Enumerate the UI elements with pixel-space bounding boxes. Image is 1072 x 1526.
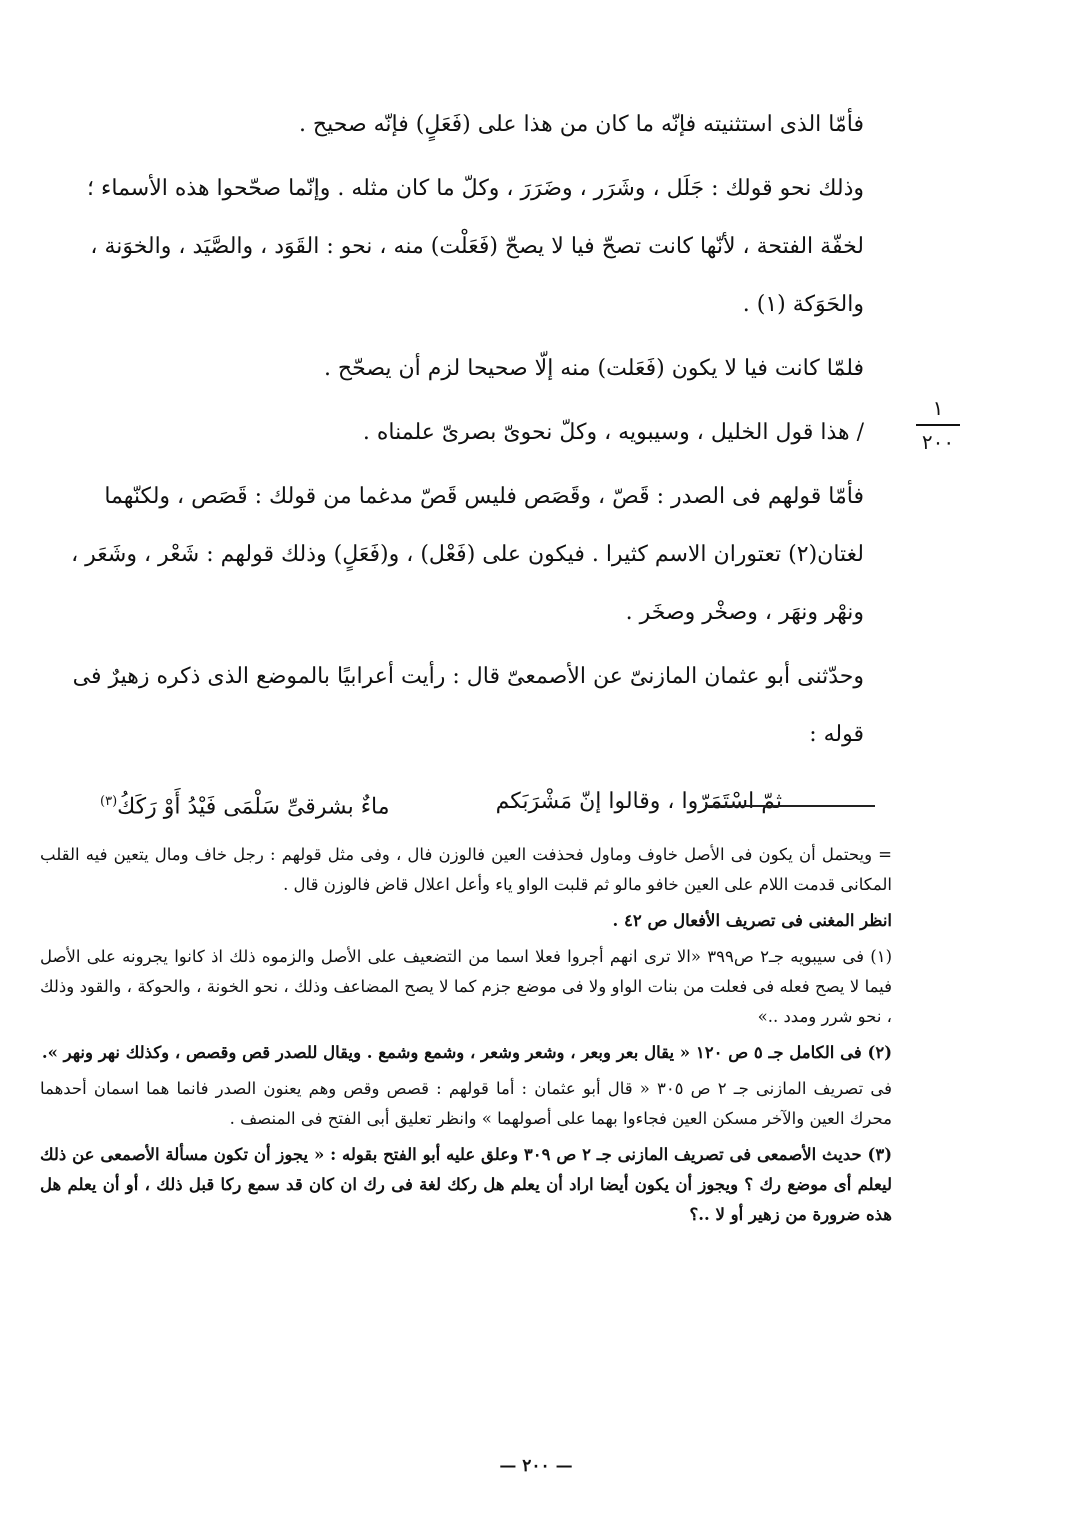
paragraph-3: فلمّا كانت فيا لا يكون (فَعَلت) منه إلّا صحيحا لزم أن يصحّح . [323,356,864,381]
footnotes-section [40,840,892,1236]
marker-divider [916,424,960,426]
verse-note-ref: (٣) [100,794,118,809]
marker-bottom: ٢٠٠ [921,430,955,454]
paragraph-5: فأمّا قولهم فى الصدر : قَصّ ، وقَصَص فليس قَصّ مدغما من قولك : قَصَص ، ولكنّهما لغتان(٢) تعتوران الاسم كثيرا . فيكون على (فَعْل) ، و(فَعَلٍ) وذلك قولهم : شَعْر ، وشَعَر ، ونهْر ونهَر ، وصخْر وصخَر . [71,484,864,625]
paragraph-2: وذلك نحو قولك : جَلَل ، وشَرَر ، وضَرَرَ ، وكلّ ما كان مثله . وإنّما صحّحوا هذه الأسماء ؛ لخفّة الفتحة ، لأنّها كانت تصحّ فيا لا يصحّ (فَعَلْت) منه ، نحو : القَوَد ، والصَّيَد ، والخوَنة ، والحَوَكة (١) . [87,176,864,317]
margin-page-marker [912,396,964,454]
verse-second-text: ماءٌ بشرقىِّ سَلْمَى فَيْدُ أَوْ رَكَكُ [117,794,390,820]
footnote-separator [705,805,875,807]
paragraph-4: / هذا قول الخليل ، وسيبويه ، وكلّ نحوىّ بصرىّ علمناه . [362,420,864,445]
main-text [40,96,892,827]
footnote-3: (٣) حديث الأصمعى فى تصريف المازنى جـ ٢ ص ٣٠٩ وعلق عليه أبو الفتح بقوله : « يجوز أن تكون مسألة الأصمعى عن ذلك ليعلم أى موضع رك ؟ ويجوز أن يكون أيضا اراد أن يعلم هل ركك لغة فى رك ان كان قد سمع ركا قبل ذلك ، أو أن يعلم هل هذه ضرورة من زهير أو لا ..؟ [40,1145,892,1224]
paragraph-1: فأمّا الذى استثنيته فإنّه ما كان من هذا على (فَعَلٍ) فإنّه صحيح . [298,112,864,137]
footnote-2: (٢) فى الكامل جـ ٥ ص ١٢٠ « يقال بعر وبعر ، وشعر وشعر ، وشمع وشمع . ويقال للصدر قص وقصص ، وكذلك نهر ونهر ». [41,1043,892,1062]
page-number: — ٢٠٠ — [499,1456,573,1476]
footnote-reference: انظر المغنى فى تصريف الأفعال ص ٤٢ . [612,911,892,930]
paragraph-6: وحدّثنى أبو عثمان المازنىّ عن الأصمعىّ قال : رأيت أعرابيًا بالموضع الذى ذكره زهيرٌ فى قوله : [72,664,864,747]
verse-first-hemistich: ثمّ اسْتَمَرّوا ، وقالوا إنّ مَشْرَبَكم [495,789,782,814]
footnote-continuation: = ويحتمل أن يكون فى الأصل خاوف وماول فحذفت العين فالوزن فال ، وفى مثل قولهم : رجل خاف ومال يتعين فيه القلب المكانى قدمت اللام على العين خافو مالو ثم قلبت الواو ياء وأعل اعلال قاض فالوزن قال . [40,845,892,894]
footnote-2-continued: فى تصريف المازنى جـ ٢ ص ٣٠٥ « قال أبو عثمان : أما قولهم : قصص وقص وهم يعنون الصدر فانما هما اسمان أحدهما محرك العين والآخر مسكن العين فجاءوا بهما على أصولهما » وانظر تعليق أبى الفتح فى المنصف . [40,1079,892,1128]
verse-second-hemistich [100,782,390,827]
marker-top: ١ [932,396,944,420]
footnote-1: (١) فى سيبويه جـ٢ ص٣٩٩ «الا ترى انهم أجروا فعلا اسما من التضعيف على الأصل والزموه ذلك اذ كانوا يجرونه على الأصل فيما لا يصح فعله فى فعلت من بنات الواو ولا فى موضع جزم كما لا يصح المضاعف وذلك ، نحو الخونة ، والحوكة ، والقود وذلك ، نحو شرر ومدد ..» [40,947,892,1026]
